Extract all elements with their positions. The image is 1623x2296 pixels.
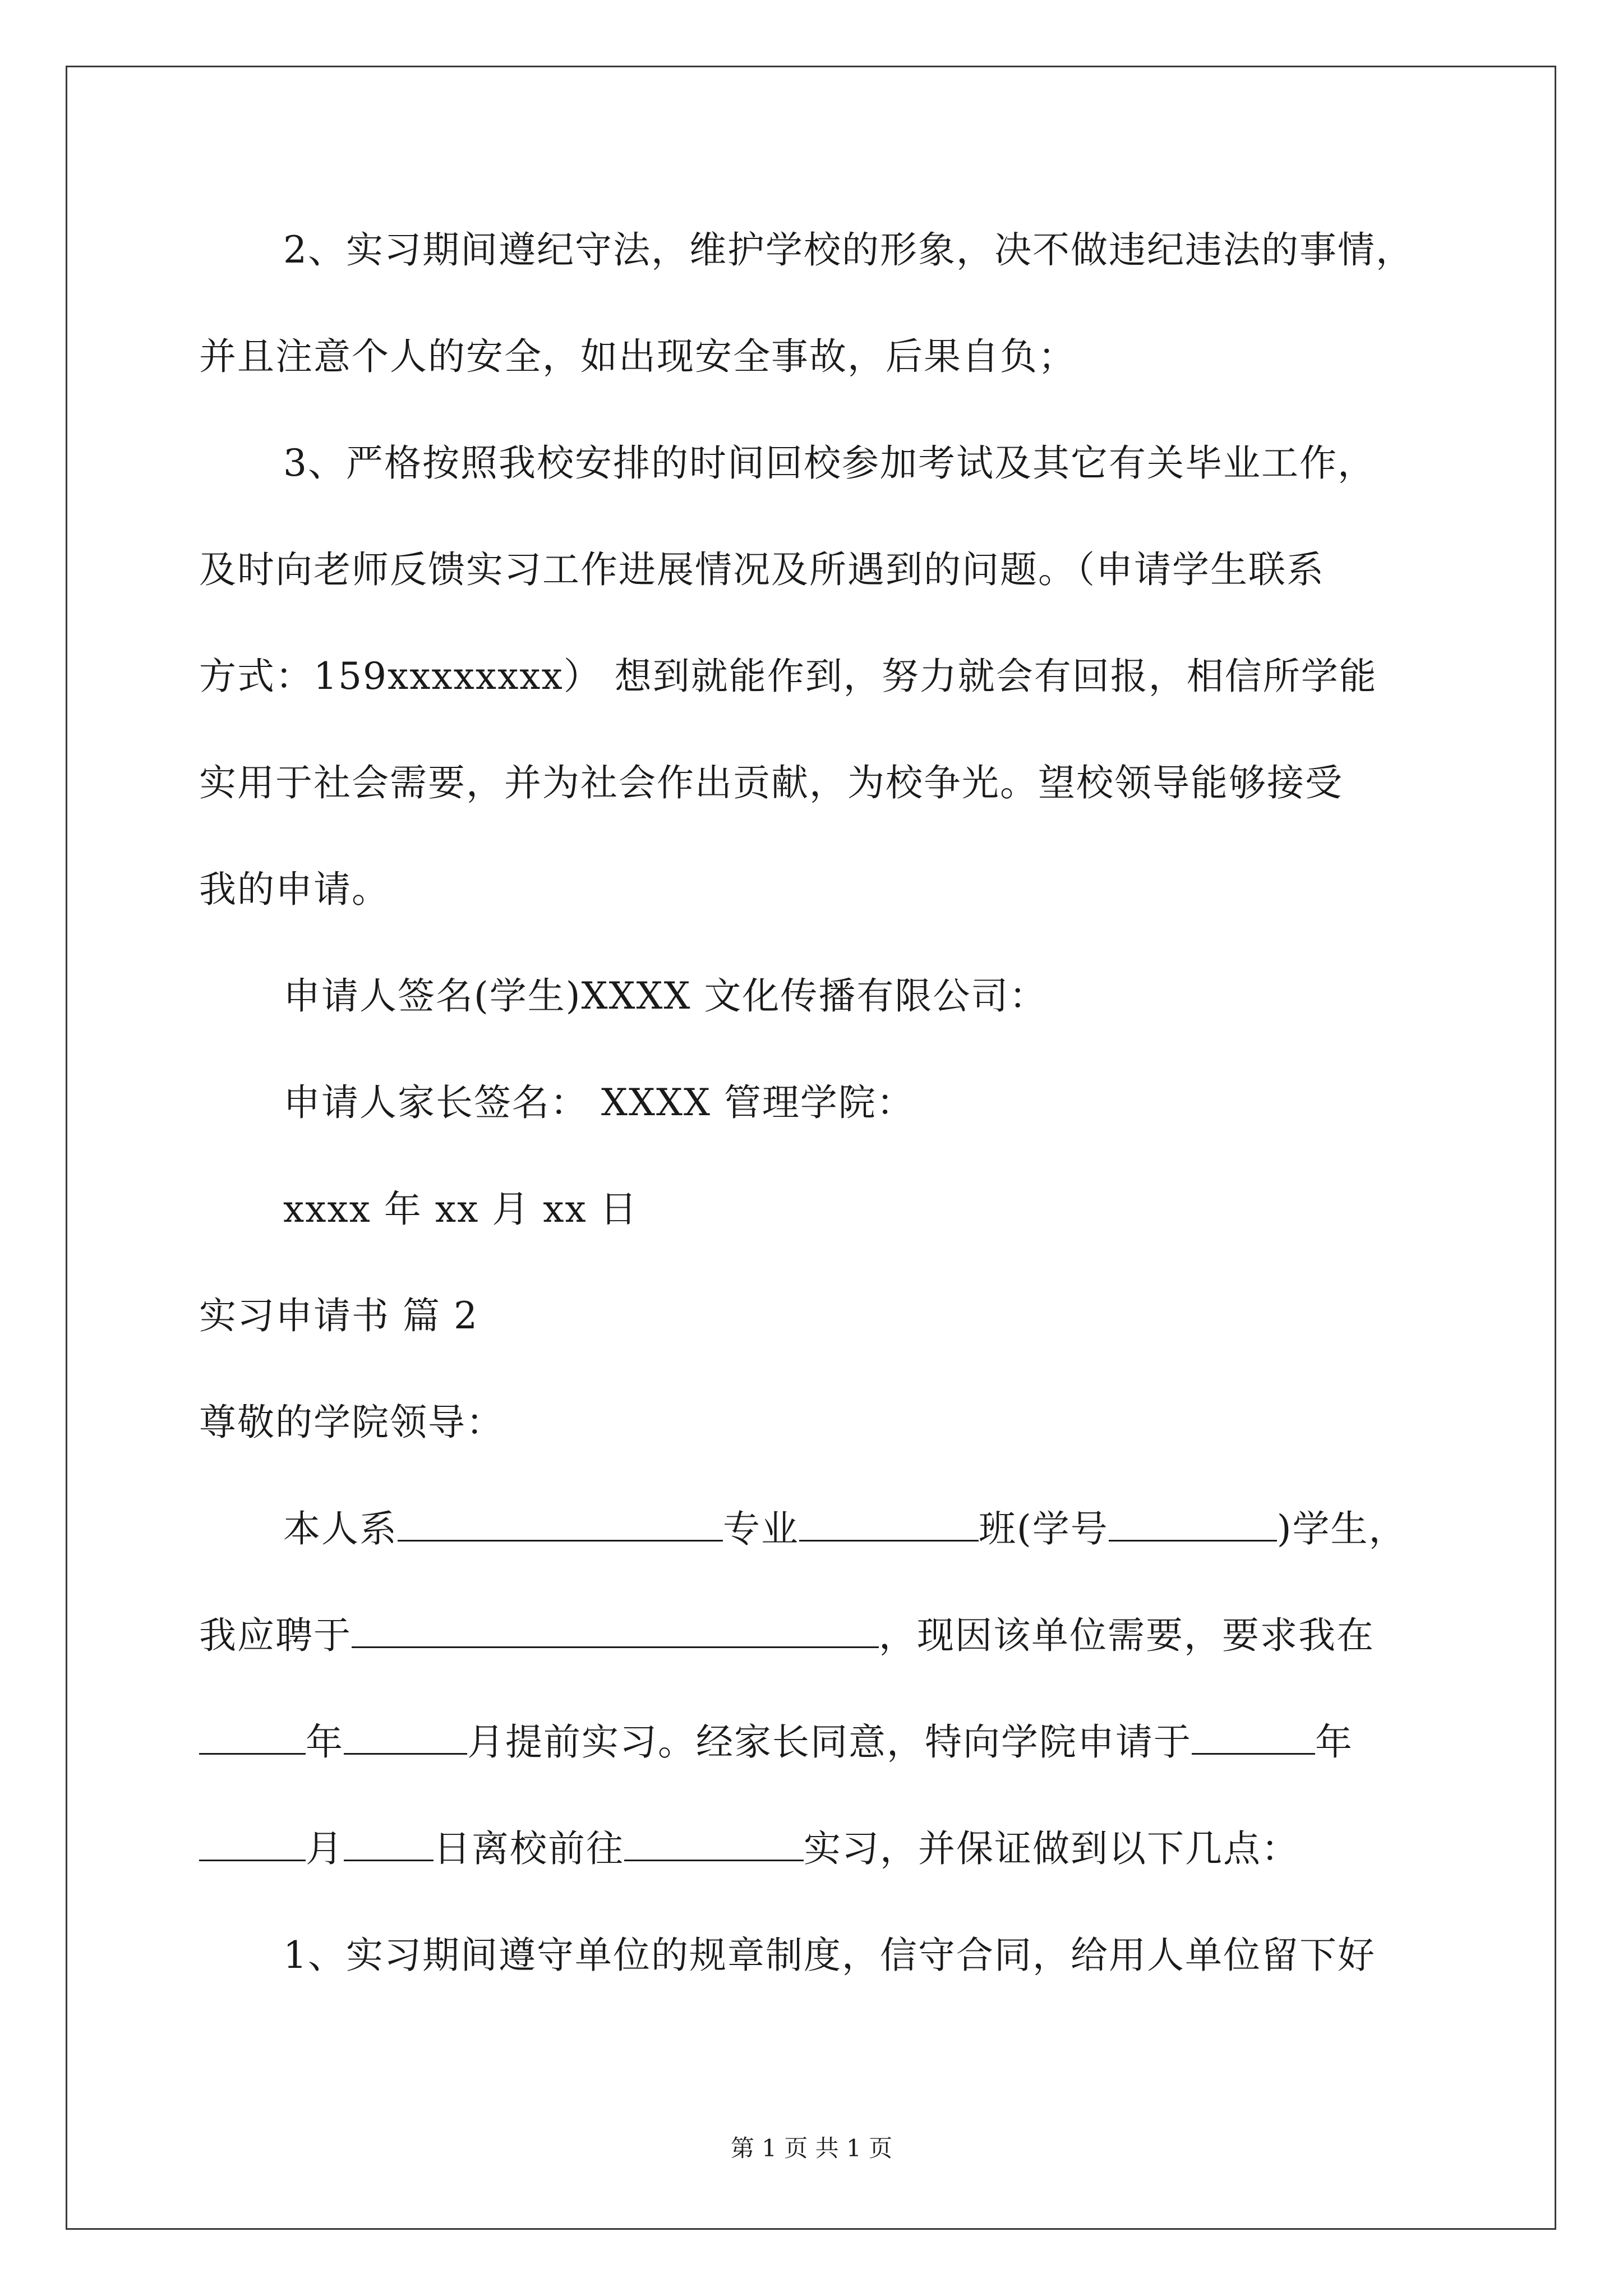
blank-major[interactable] — [799, 1507, 979, 1542]
paragraph-line: 我的申请。 — [199, 868, 390, 911]
page-footer: 第 1 页 共 1 页 — [730, 2134, 893, 2162]
blank-student-id[interactable] — [1109, 1507, 1277, 1542]
form-fill-line: 月 日离校前往 实习，并保证做到以下几点： — [199, 1826, 1299, 1871]
blank-employer[interactable] — [352, 1614, 879, 1648]
section-heading: 实习申请书 篇 2 — [199, 1294, 478, 1337]
blank-year[interactable] — [199, 1720, 306, 1755]
blank-leave-month[interactable] — [199, 1827, 306, 1861]
blank-leave-year[interactable] — [1192, 1720, 1315, 1755]
blank-month[interactable] — [344, 1720, 467, 1755]
paragraph-line: 方式：159xxxxxxxx） 想到就能作到，努力就会有回报，相信所学能 — [199, 655, 1377, 698]
applicant-signature-line: 申请人签名(学生)XXXX 文化传播有限公司： — [283, 974, 1048, 1018]
page-border — [66, 66, 1556, 2230]
form-fill-line: 我应聘于 ，现因该单位需要，要求我在 — [199, 1614, 1375, 1657]
paragraph-line: 2、实习期间遵纪守法，维护学校的形象，决不做违纪违法的事情， — [283, 228, 1414, 272]
blank-destination[interactable] — [624, 1827, 804, 1861]
paragraph-line: 1、实习期间遵守单位的规章制度，信守合同，给用人单位留下好 — [283, 1934, 1376, 1977]
blank-leave-day[interactable] — [344, 1827, 434, 1861]
paragraph-line: 实用于社会需要，并为社会作出贡献，为校争光。望校领导能够接受 — [199, 761, 1343, 804]
form-fill-line: 年 月提前实习。经家长同意，特向学院申请于 年 — [199, 1720, 1353, 1765]
form-fill-line: 本人系 专业 班(学号 )学生， — [283, 1507, 1407, 1550]
date-line: xxxx 年 xx 月 xx 日 — [283, 1188, 638, 1231]
paragraph-line: 3、严格按照我校安排的时间回校参加考试及其它有关毕业工作， — [283, 441, 1376, 485]
salutation: 尊敬的学院领导： — [199, 1401, 504, 1444]
parent-signature-line: 申请人家长签名： XXXX 管理学院： — [283, 1081, 915, 1124]
paragraph-line: 及时向老师反馈实习工作进展情况及所遇到的问题。（申请学生联系 — [199, 548, 1325, 591]
blank-department[interactable] — [398, 1507, 723, 1542]
paragraph-line: 并且注意个人的安全，如出现安全事故，后果自负； — [199, 335, 1076, 378]
